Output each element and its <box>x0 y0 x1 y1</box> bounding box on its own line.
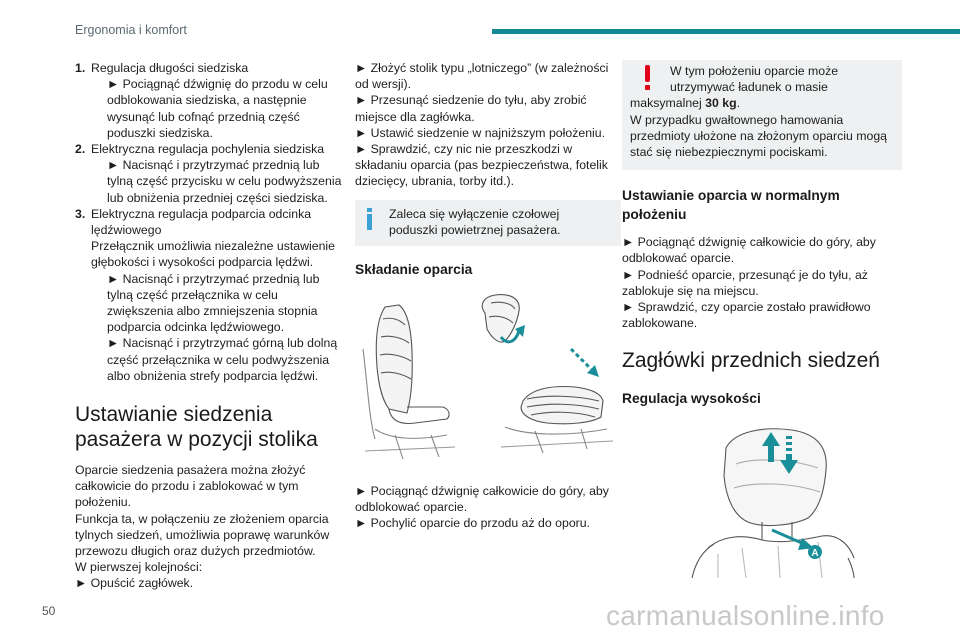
paragraph: Oparcie siedzenia pasażera można złożyć całkowicie do przodu i zablokować w tym położeniu. <box>75 463 306 510</box>
seat-folding-illustration <box>355 289 621 471</box>
label-a: A <box>811 548 819 560</box>
paragraph: ► Pociągnąć dźwignię całkowicie do góry, aby odblokować oparcie. <box>355 484 609 515</box>
header-title: Ergonomia i komfort <box>75 23 187 37</box>
warning-text: W tym położeniu oparcie może <box>670 64 839 78</box>
headrest-diagram-svg <box>622 418 862 578</box>
paragraph: ► Sprawdzić, czy oparcie zostało prawidłowo zablokowane. <box>622 300 871 331</box>
item-number: 2. <box>75 142 86 157</box>
paragraph: W pierwszej kolejności: <box>75 560 203 575</box>
page-number: 50 <box>42 604 56 618</box>
paragraph: ► Podnieść oparcie, przesunąć je do tyłu, aż zablokuje się na miejscu. <box>622 267 868 298</box>
item-text: ► Pociągnąć dźwignię do przodu w celu odblokowania siedziska, a następnie wysunąć lub cofnąć przednią część poduszki siedziska. <box>107 77 328 140</box>
info-icon <box>365 206 383 238</box>
watermark: carmanualsonline.info <box>606 600 885 631</box>
paragraph: ► Opuścić zagłówek. <box>75 576 194 591</box>
item-title: Elektryczna regulacja pochylenia siedziska <box>91 142 325 157</box>
item-number: 1. <box>75 61 86 75</box>
subheading-height-adjust: Regulacja wysokości <box>622 391 761 407</box>
warning-text: utrzymywać ładunek o masie <box>670 80 828 95</box>
column-left <box>75 60 343 592</box>
paragraph: Funkcja ta, w połączeniu ze złożeniem oparcia tylnych siedzeń, umożliwia poprawę warunków przewozu długich oraz dużych przedmiotów. <box>75 511 330 559</box>
warning-icon <box>644 65 652 91</box>
info-note <box>355 200 621 246</box>
paragraph: ► Przesunąć siedzenie do tyłu, aby zrobić miejsce dla zagłówka. <box>355 93 587 124</box>
column-right <box>622 60 902 578</box>
section-heading-table-position: Ustawianie siedzenia pasażera w pozycji stolika <box>75 403 318 452</box>
item-title: Elektryczna regulacja podparcia odcinka lędźwiowego <box>91 206 312 238</box>
item-text: ► Nacisnąć i przytrzymać górną lub dolną część przełącznika w celu podwyższenia albo obniżenia strefy podparcia lędźwi. <box>107 336 338 383</box>
paragraph: ► Pochylić oparcie do przodu aż do oporu. <box>355 516 591 531</box>
warning-text-line <box>630 95 894 111</box>
warning-text: maksymalnej <box>630 96 706 111</box>
paragraph: ► Złożyć stolik typu „lotniczego” (w zależności od wersji). <box>355 61 609 92</box>
item-text: ► Nacisnąć i przytrzymać przednią lub tylną część przełącznika w celu zwiększenia albo zmniejszenia stopnia podparcia odcinka lędźwiowego. <box>107 271 320 335</box>
headrest-illustration <box>622 418 902 578</box>
item-title: Regulacja długości siedziska <box>91 61 249 75</box>
warning-note <box>622 60 902 170</box>
column-middle <box>355 60 621 532</box>
seat-diagram-svg <box>355 289 621 471</box>
paragraph: ► Pociągnąć dźwignię całkowicie do góry, aby odblokować oparcie. <box>622 235 876 266</box>
item-number: 3. <box>75 206 86 221</box>
paragraph: ► Sprawdzić, czy nic nie przeszkodzi w składaniu oparcia (pas bezpieczeństwa, fotelik dziecięcy, ubrania, torby itd.). <box>355 142 608 189</box>
list-item <box>75 60 343 141</box>
section-heading-headrests: Zagłówki przednich siedzeń <box>622 349 880 373</box>
warning-weight: 30 kg <box>705 96 737 111</box>
list-item <box>75 141 343 206</box>
paragraph: ► Ustawić siedzenie w najniższym położeniu. <box>355 125 606 140</box>
subheading-normal-position: Ustawianie oparcia w normalnym położeniu <box>622 188 840 223</box>
list-item <box>75 206 343 384</box>
info-text: Zaleca się wyłączenie czołowej poduszki powietrznej pasażera. <box>389 206 561 237</box>
header-accent-bar <box>492 29 960 34</box>
subheading-folding-backrest: Składanie oparcia <box>355 262 473 278</box>
warning-period: . <box>736 96 741 111</box>
item-text: ► Nacisnąć i przytrzymać przednią lub tylną część przycisku w celu podwyższenia lub obniżenia przedniej części siedziska. <box>107 158 342 205</box>
item-text: Przełącznik umożliwia niezależne ustawienie głębokości i wysokości podparcia lędźwi. <box>91 239 336 270</box>
warning-text: W przypadku gwałtownego hamowania przedmioty ułożone na złożonym oparciu mogą stać się niebezpiecznymi pociskami. <box>630 112 888 160</box>
